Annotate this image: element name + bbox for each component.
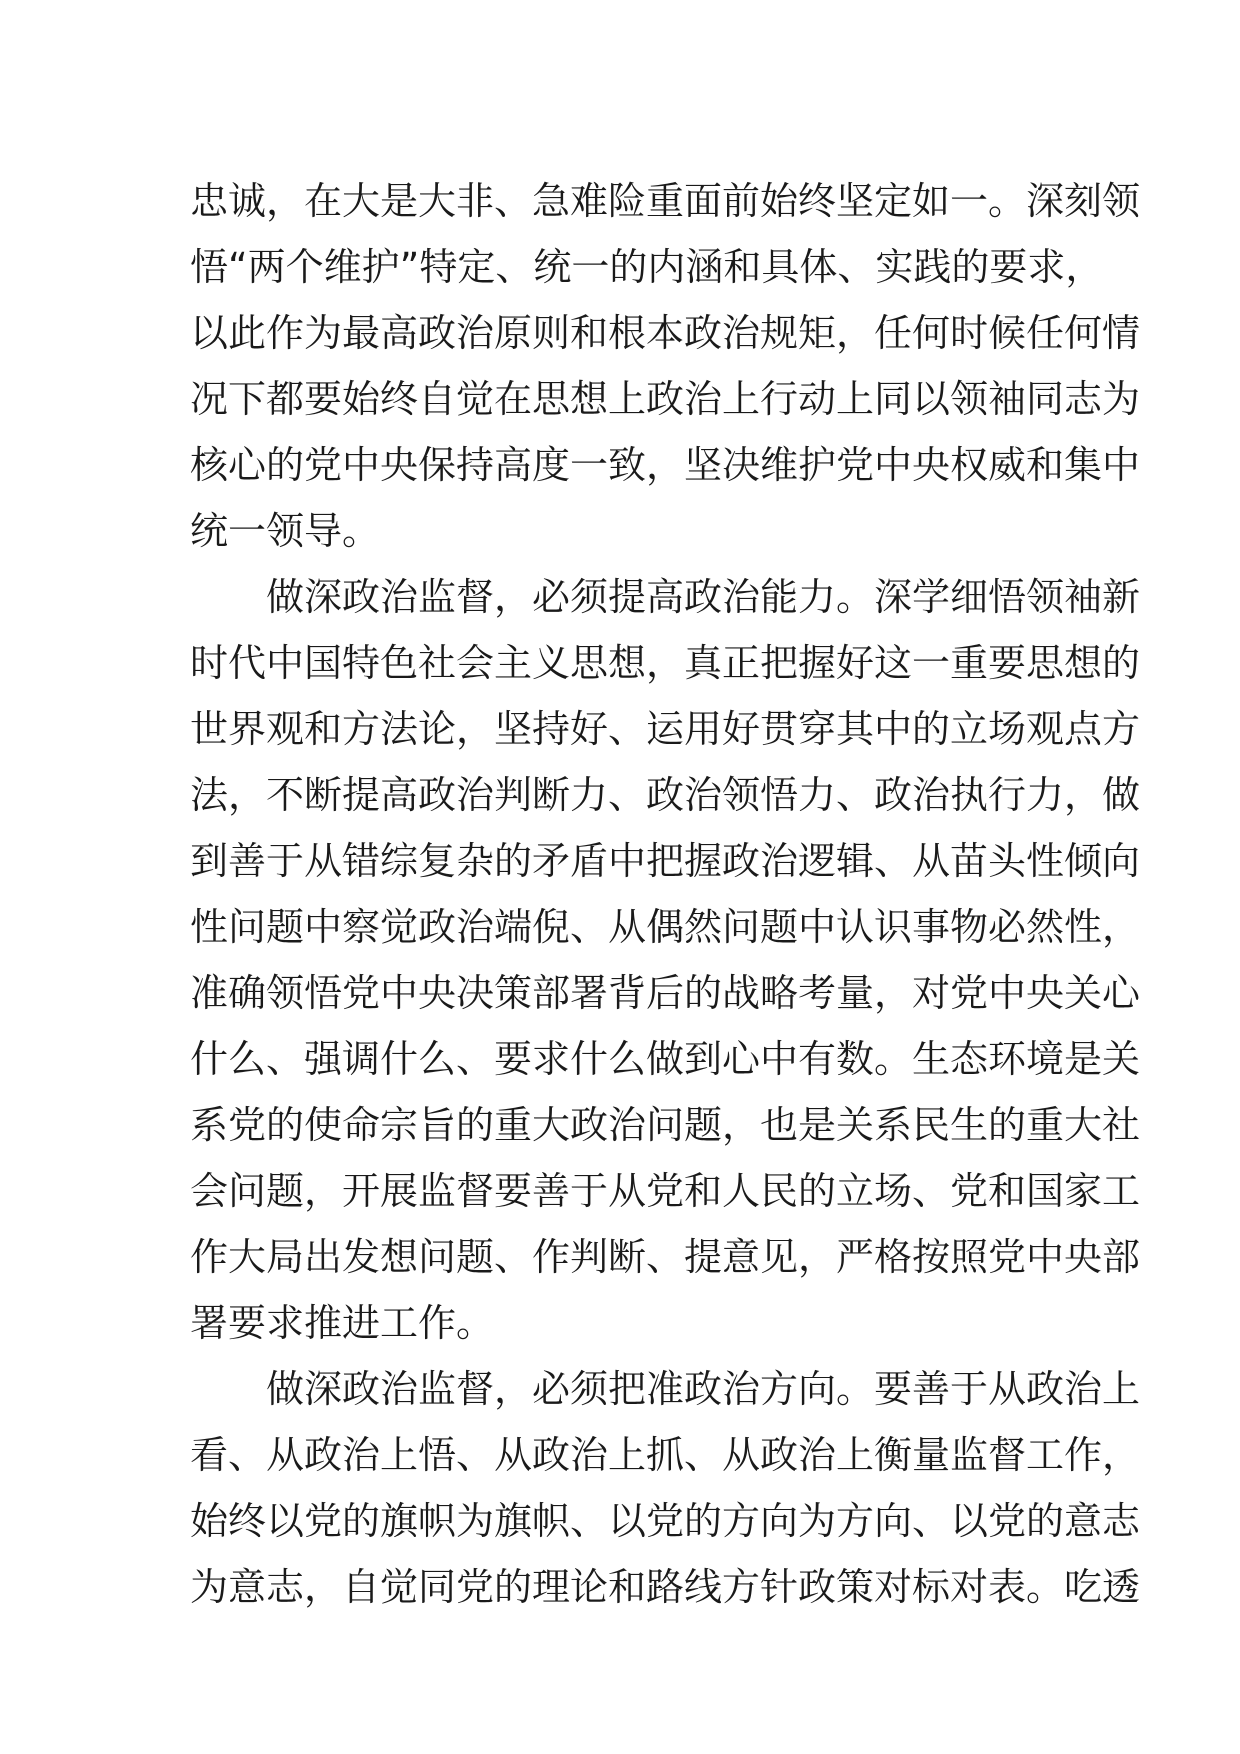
text-line: 作大局出发想问题、作判断、提意见，严格按照党中央部 <box>190 1235 1141 1279</box>
text-line: 以此作为最高政治原则和根本政治规矩，任何时候任何情 <box>190 311 1141 355</box>
paragraph <box>190 168 1141 564</box>
text-line: 做深政治监督，必须提高政治能力。深学细悟领袖新 <box>266 575 1141 619</box>
text-line: 性问题中察觉政治端倪、从偶然问题中认识事物必然性， <box>190 905 1141 949</box>
paragraph <box>190 1356 1141 1620</box>
text-line: 核心的党中央保持高度一致，坚决维护党中央权威和集中 <box>190 443 1141 487</box>
text-line: 时代中国特色社会主义思想，真正把握好这一重要思想的 <box>190 641 1141 685</box>
text-line: 法，不断提高政治判断力、政治领悟力、政治执行力，做 <box>190 773 1141 817</box>
text-line: 做深政治监督，必须把准政治方向。要善于从政治上 <box>266 1367 1141 1411</box>
text-line: 看、从政治上悟、从政治上抓、从政治上衡量监督工作， <box>190 1433 1141 1477</box>
text-line: 会问题，开展监督要善于从党和人民的立场、党和国家工 <box>190 1169 1141 1213</box>
text-line: 准确领悟党中央决策部署背后的战略考量，对党中央关心 <box>190 971 1141 1015</box>
document-body <box>190 168 1141 1620</box>
text-line: 况下都要始终自觉在思想上政治上行动上同以领袖同志为 <box>190 377 1141 421</box>
text-line: 世界观和方法论，坚持好、运用好贯穿其中的立场观点方 <box>190 707 1141 751</box>
text-line: 系党的使命宗旨的重大政治问题，也是关系民生的重大社 <box>190 1103 1141 1147</box>
text-line: 为意志，自觉同党的理论和路线方针政策对标对表。吃透 <box>190 1565 1141 1609</box>
paragraph <box>190 564 1141 1356</box>
text-line: 署要求推进工作。 <box>190 1301 495 1345</box>
text-line: 到善于从错综复杂的矛盾中把握政治逻辑、从苗头性倾向 <box>190 839 1141 883</box>
text-line: 什么、强调什么、要求什么做到心中有数。生态环境是关 <box>190 1037 1141 1081</box>
text-line: 统一领导。 <box>190 509 381 553</box>
text-line: 忠诚，在大是大非、急难险重面前始终坚定如一。深刻领 <box>190 179 1141 223</box>
text-line: 悟“两个维护”特定、统一的内涵和具体、实践的要求， <box>190 245 1104 289</box>
text-line: 始终以党的旗帜为旗帜、以党的方向为方向、以党的意志 <box>190 1499 1141 1543</box>
